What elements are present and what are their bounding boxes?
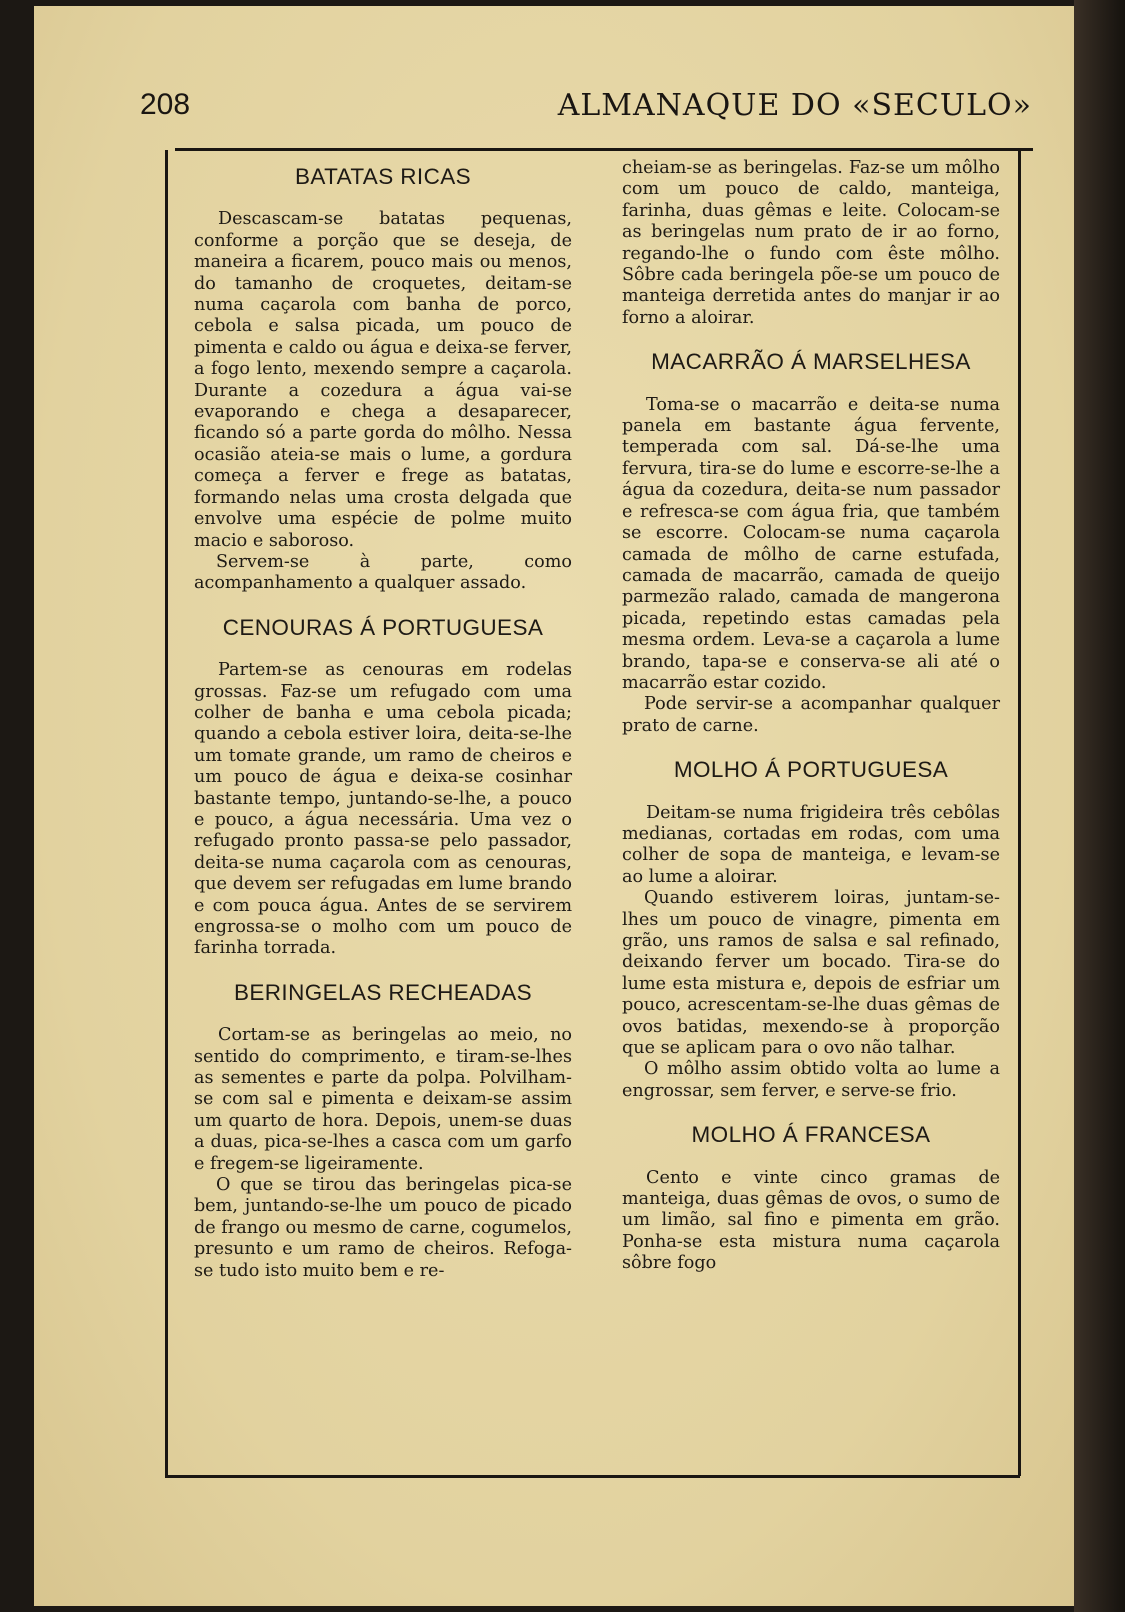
left-column (194, 158, 572, 1304)
book-spine (1074, 0, 1125, 1612)
recipe-paragraph: cheiam-se as beringelas. Faz-se um môlho com um pouco de caldo, manteiga, farinha, duas gêmas e leite. Colocam-se as beringelas num prato de ir ao forno, regando-lhe o fundo com êste môlho. Sôbre cada beringela põe-se um pouco de manteiga derretida antes do manjar ir ao forno a aloirar. (622, 158, 1000, 328)
bottom-rule (165, 1475, 1020, 1478)
running-title: ALMANAQUE DO «SECULO» (557, 88, 1032, 123)
recipe-paragraph: Pode servir-se a acompanhar qualquer prato de carne. (622, 694, 1000, 736)
top-rule (175, 148, 1033, 151)
recipe-paragraph: O que se tirou das beringelas pica-se bem, juntando-se-lhe um pouco de picado de frango ou mesmo de carne, cogumelos, presunto e um ramo de cheiros. Refoga-se tudo isto muito bem e re- (194, 1175, 572, 1281)
page-header (140, 88, 1040, 138)
recipe-title: MACARRÃO Á MARSELHESA (651, 349, 971, 375)
recipe-macarrao-marselhesa (622, 351, 1000, 737)
recipe-batatas-ricas (194, 166, 572, 595)
recipe-title: BERINGELAS RECHEADAS (233, 979, 533, 1005)
recipe-paragraph: Servem-se à parte, como acompanhamento a qualquer assado. (194, 551, 572, 594)
recipe-cenouras-portuguesa (194, 614, 572, 960)
recipe-paragraph: Cento e vinte cinco gramas de manteiga, duas gêmas de ovos, o sumo de um limão, sal fino e pimenta em grão. Ponha-se esta mistura numa caçarola sôbre fogo (622, 1167, 1000, 1274)
recipe-paragraph: Cortam-se as beringelas ao meio, no sentido do comprimento, e tiram-se-lhes as sementes e parte da polpa. Polvilham-se com sal e pimenta e deixam-se assim um quarto de hora. Depois, unem-se duas a duas, pica-se-lhes a casca com um garfo e fregem-se ligeiramente. (194, 1025, 572, 1174)
recipe-beringelas-recheadas (194, 979, 572, 1282)
recipe-molho-portuguesa (622, 759, 1000, 1102)
recipe-paragraph: Quando estiverem loiras, juntam-se-lhes um pouco de vinagre, pimenta em grão, uns ramos de salsa e sal refinado, deixando ferver um bocado. Tira-se do lume esta mistura e, depois de esfriar um pouco, acrescentam-se-lhe duas gêmas de ovos batidas, mexendo-se à proporção que se aplicam para o ovo não talhar. (622, 888, 1000, 1059)
recipe-paragraph: Deitam-se numa frigideira três cebôlas medianas, cortadas em rodas, com uma colher de sopa de manteiga, e levam-se ao lume a aloirar. (622, 802, 1000, 887)
recipe-paragraph: Toma-se o macarrão e deita-se numa panela em bastante água fervente, temperada com sal. Dá-se-lhe uma fervura, tira-se do lume e escorre-se-lhe a água da cozedura, deita-se num passador e refresca-se com água fria, que também se escorre. Colocam-se numa caçarola camada de môlho de carne estufada, camada de macarrão, camada de queijo parmezão ralado, camada de mangerona picada, repetindo estas camadas pela mesma ordem. Leva-se a caçarola a lume brando, tapa-se e conserva-se ali até o macarrão estar cozido. (622, 394, 1000, 693)
recipe-title: MOLHO Á FRANCESA (691, 1122, 931, 1148)
left-border (165, 150, 168, 1476)
recipe-title: BATATAS RICAS (294, 164, 472, 189)
recipe-title: MOLHO Á PORTUGUESA (673, 757, 949, 783)
right-column (622, 158, 1000, 1297)
recipe-paragraph: O môlho assim obtido volta ao lume a engrossar, sem ferver, e serve-se frio. (622, 1059, 1000, 1101)
recipe-molho-francesa (622, 1124, 1000, 1274)
recipe-beringelas-continued (622, 158, 1000, 329)
recipe-paragraph: Descascam-se batatas pequenas, conforme a porção que se deseja, de maneira a ficarem, pouco mais ou menos, do tamanho de croquetes, deitam-se numa caçarola com banha de porco, cebola e salsa picada, um pouco de pimenta e caldo ou água e deixa-se ferver, a fogo lento, mexendo sempre a caçarola. Durante a cozedura a água vai-se evaporando e chega a desaparecer, ficando só a parte gorda do môlho. Nessa ocasião ateia-se mais o lume, a gordura começa a ferver e frege as batatas, formando nelas uma crosta delgada que envolve uma espécie de polme muito macio e saboroso. (194, 209, 572, 551)
right-border (1018, 150, 1021, 1476)
page-number: 208 (140, 88, 191, 121)
recipe-paragraph: Partem-se as cenouras em rodelas grossas. Faz-se um refugado com uma colher de banha e uma cebola picada; quando a cebola estiver loira, deita-se-lhe um tomate grande, um ramo de cheiros e um pouco de água e deixa-se cosinhar bastante tempo, juntando-se-lhe, a pouco e pouco, a água necessária. Uma vez o refugado pronto passa-se pelo passador, deita-se numa caçarola com as cenouras, que devem ser refugadas em lume brando e com pouca água. Antes de se servirem engrossa-se o molho com um pouco de farinha torrada. (194, 660, 572, 959)
recipe-title: CENOURAS Á PORTUGUESA (222, 614, 544, 640)
